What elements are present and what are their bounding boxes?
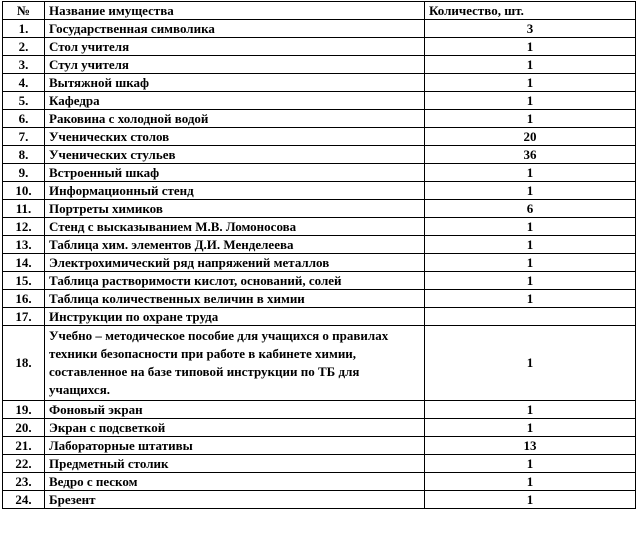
row-quantity: 1 [425, 56, 636, 74]
row-quantity: 1 [425, 38, 636, 56]
row-item-name: Ведро с песком [45, 473, 425, 491]
row-quantity: 1 [425, 218, 636, 236]
row-number: 5. [3, 92, 45, 110]
row-number: 16. [3, 290, 45, 308]
row-item-name: Информационный стенд [45, 182, 425, 200]
row-quantity: 1 [425, 254, 636, 272]
row-item-name: Инструкции по охране труда [45, 308, 425, 326]
row-item-name: Таблица хим. элементов Д.И. Менделеева [45, 236, 425, 254]
row-number: 6. [3, 110, 45, 128]
table-row [3, 92, 636, 110]
table-row [3, 254, 636, 272]
row-quantity: 1 [425, 419, 636, 437]
row-number: 9. [3, 164, 45, 182]
table-row [3, 218, 636, 236]
row-item-name: Кафедра [45, 92, 425, 110]
table-row [3, 164, 636, 182]
row-item-name: Экран с подсветкой [45, 419, 425, 437]
row-number: 13. [3, 236, 45, 254]
table-body [3, 20, 636, 509]
row-number: 21. [3, 437, 45, 455]
row-number: 10. [3, 182, 45, 200]
row-quantity: 1 [425, 473, 636, 491]
table-row [3, 491, 636, 509]
row-number: 14. [3, 254, 45, 272]
table-row [3, 272, 636, 290]
row-quantity: 1 [425, 74, 636, 92]
row-item-name: Предметный столик [45, 455, 425, 473]
row-quantity: 1 [425, 401, 636, 419]
table-row [3, 56, 636, 74]
row-item-name: Ученических столов [45, 128, 425, 146]
row-quantity: 1 [425, 290, 636, 308]
table-row [3, 437, 636, 455]
row-item-name: Портреты химиков [45, 200, 425, 218]
table-row [3, 110, 636, 128]
row-quantity: 1 [425, 182, 636, 200]
row-quantity: 1 [425, 455, 636, 473]
row-quantity: 6 [425, 200, 636, 218]
table-row [3, 455, 636, 473]
row-number: 11. [3, 200, 45, 218]
row-number: 19. [3, 401, 45, 419]
row-number: 18. [3, 326, 45, 401]
row-quantity: 20 [425, 128, 636, 146]
row-number: 15. [3, 272, 45, 290]
row-item-name: Встроенный шкаф [45, 164, 425, 182]
row-item-name: Лабораторные штативы [45, 437, 425, 455]
row-number: 7. [3, 128, 45, 146]
table-row [3, 74, 636, 92]
row-item-name: Таблица растворимости кислот, оснований, солей [45, 272, 425, 290]
inventory-table [2, 1, 636, 509]
row-item-name: Стул учителя [45, 56, 425, 74]
table-row [3, 182, 636, 200]
row-number: 2. [3, 38, 45, 56]
row-item-name: Таблица количественных величин в химии [45, 290, 425, 308]
row-item-name: Фоновый экран [45, 401, 425, 419]
table-row [3, 473, 636, 491]
table-row [3, 20, 636, 38]
row-number: 1. [3, 20, 45, 38]
table-row [3, 128, 636, 146]
row-quantity: 3 [425, 20, 636, 38]
table-row [3, 419, 636, 437]
row-item-name: Ученических стульев [45, 146, 425, 164]
row-item-name: Стенд с высказыванием М.В. Ломоносова [45, 218, 425, 236]
header-number: № [3, 2, 45, 20]
row-item-name: Учебно – методическое пособие для учащихся о правилах техники безопасности при работе в кабинете химии, составленное на базе типовой инструкции по ТБ для учащихся. [45, 326, 425, 401]
row-number: 3. [3, 56, 45, 74]
row-number: 8. [3, 146, 45, 164]
row-quantity: 1 [425, 110, 636, 128]
row-number: 12. [3, 218, 45, 236]
row-number: 23. [3, 473, 45, 491]
row-quantity: 36 [425, 146, 636, 164]
row-quantity [425, 308, 636, 326]
table-row [3, 38, 636, 56]
row-quantity: 1 [425, 92, 636, 110]
row-number: 22. [3, 455, 45, 473]
row-quantity: 1 [425, 326, 636, 401]
table-row [3, 326, 636, 401]
row-item-name: Электрохимический ряд напряжений металлов [45, 254, 425, 272]
table-row [3, 290, 636, 308]
table-row [3, 308, 636, 326]
header-quantity: Количество, шт. [425, 2, 636, 20]
row-item-name: Брезент [45, 491, 425, 509]
table-header [3, 2, 636, 20]
row-item-name: Раковина с холодной водой [45, 110, 425, 128]
header-item-name: Название имущества [45, 2, 425, 20]
row-number: 20. [3, 419, 45, 437]
row-quantity: 1 [425, 491, 636, 509]
table-row [3, 236, 636, 254]
row-item-name: Стол учителя [45, 38, 425, 56]
row-quantity: 1 [425, 164, 636, 182]
table-row [3, 146, 636, 164]
header-row [3, 2, 636, 20]
row-quantity: 13 [425, 437, 636, 455]
row-quantity: 1 [425, 272, 636, 290]
table-row [3, 401, 636, 419]
row-item-name: Государственная символика [45, 20, 425, 38]
row-item-name: Вытяжной шкаф [45, 74, 425, 92]
table-row [3, 200, 636, 218]
row-number: 4. [3, 74, 45, 92]
row-number: 17. [3, 308, 45, 326]
row-quantity: 1 [425, 236, 636, 254]
row-number: 24. [3, 491, 45, 509]
